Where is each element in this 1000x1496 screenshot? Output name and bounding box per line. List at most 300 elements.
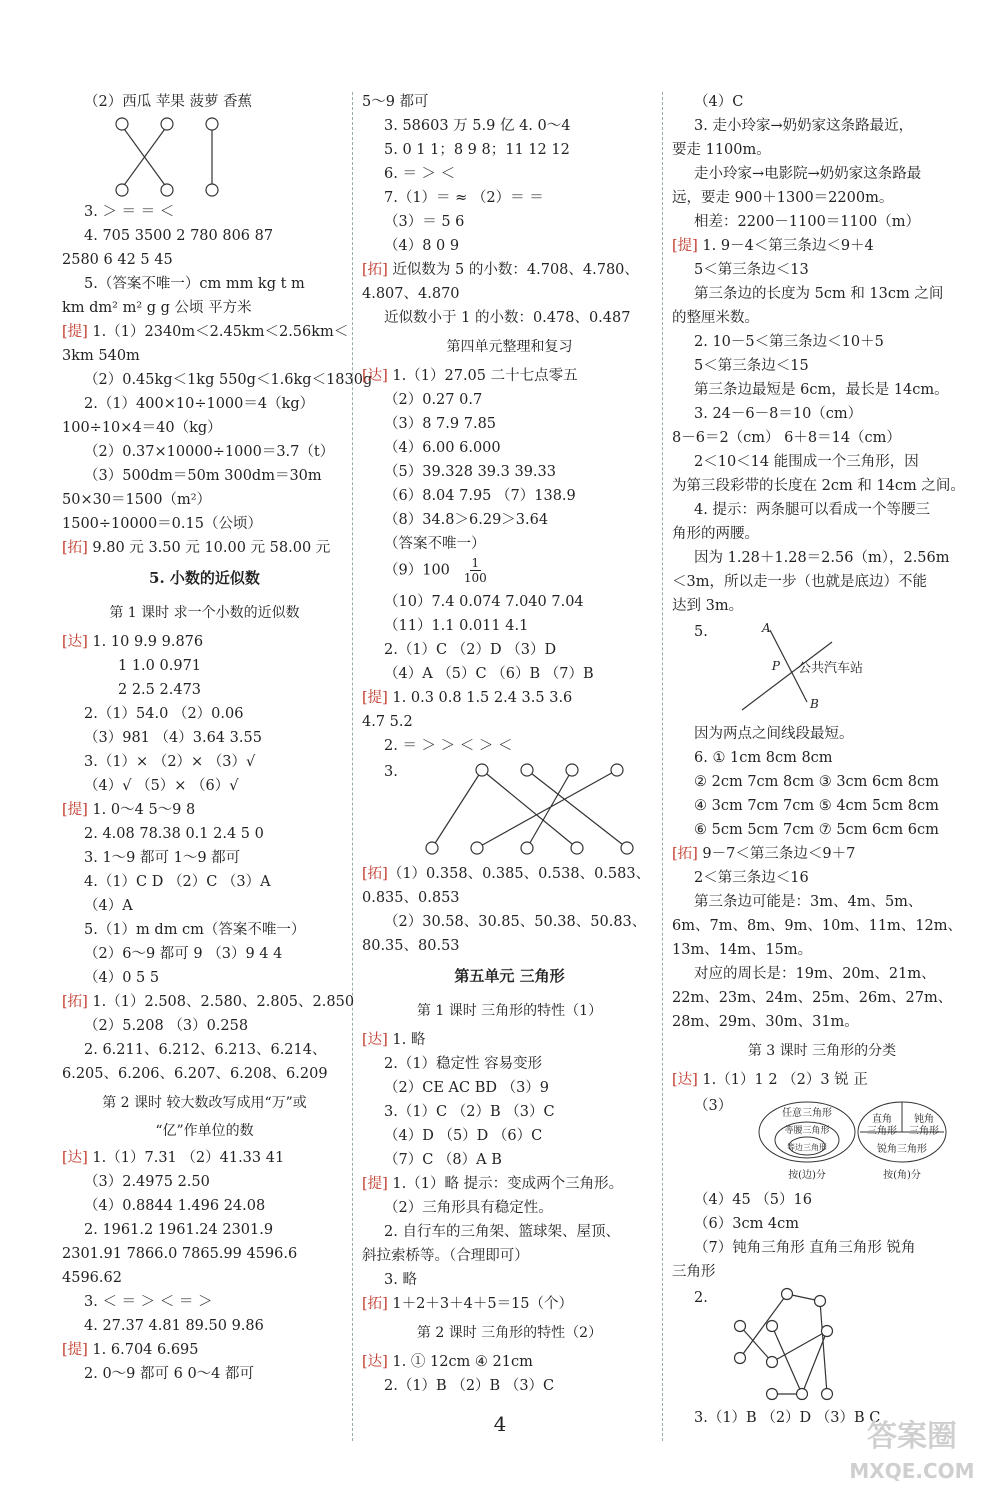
answer-text: 3.（1）× （2）× （3）√ bbox=[84, 754, 256, 770]
answer-line bbox=[62, 870, 347, 894]
answer-line bbox=[62, 1218, 347, 1242]
answer-line bbox=[362, 412, 657, 436]
answer-line bbox=[672, 1260, 972, 1284]
category-tag: [达] bbox=[672, 1072, 698, 1088]
lesson-heading: 第 2 课时 较大数改写成用“万”或 bbox=[102, 1095, 307, 1111]
match-dot bbox=[822, 1326, 833, 1337]
answer-line bbox=[672, 450, 972, 474]
svg-text:MXQE.COM: MXQE.COM bbox=[849, 1459, 975, 1483]
answer-text: （2）0.27 0.7 bbox=[384, 392, 483, 408]
answer-line bbox=[672, 186, 972, 210]
answer-text: 3. ＞ ＝ ＝ ＜ bbox=[84, 204, 175, 220]
answer-line bbox=[362, 388, 657, 412]
category-tag: [达] bbox=[362, 368, 388, 384]
answer-line bbox=[362, 638, 657, 662]
answer-text: （2）5.208 （3）0.258 bbox=[84, 1018, 249, 1034]
answer-text: （4）C bbox=[694, 94, 744, 110]
answer-line bbox=[672, 938, 972, 962]
answer-line bbox=[62, 990, 355, 1014]
answer-line bbox=[62, 774, 347, 798]
answer-line bbox=[362, 710, 657, 734]
lesson-heading: 第 3 课时 三角形的分类 bbox=[747, 1043, 897, 1059]
answer-line bbox=[672, 1212, 972, 1236]
answer-line bbox=[672, 1236, 972, 1260]
answer-text: 4. 提示：两条腿可以看成一个等腰三 bbox=[694, 502, 930, 518]
answer-line bbox=[62, 1314, 347, 1338]
answer-line bbox=[62, 726, 347, 750]
connector-line bbox=[482, 770, 577, 848]
answer-text: （4）45 （5）16 bbox=[694, 1192, 812, 1208]
figure-label: 公共汽车站 bbox=[798, 661, 864, 676]
answer-line bbox=[62, 894, 347, 918]
answer-line bbox=[672, 162, 972, 186]
question-number: 3. bbox=[384, 764, 398, 780]
match-dot bbox=[611, 764, 623, 776]
answer-text: 5＜第三条边＜15 bbox=[694, 358, 809, 374]
answer-text: 3. ＜ ＝ ＞ ＜ ＝ ＞ bbox=[84, 1294, 213, 1310]
answer-text: （1）0.358、0.385、0.538、0.583、 bbox=[387, 866, 651, 882]
answer-line bbox=[672, 890, 972, 914]
answer-line bbox=[62, 488, 347, 512]
answer-line bbox=[672, 258, 972, 282]
answer-text: 1.（1）27.05 二十七点零五 bbox=[387, 368, 578, 384]
answer-text: 13m、14m、15m。 bbox=[672, 942, 813, 958]
answer-line bbox=[672, 282, 972, 306]
answer-line bbox=[672, 330, 972, 354]
category-tag: [提] bbox=[362, 1176, 388, 1192]
answer-text: 0.835、0.853 bbox=[362, 890, 460, 906]
answer-line bbox=[62, 630, 347, 654]
answer-line bbox=[362, 364, 657, 388]
answer-line bbox=[62, 392, 347, 416]
answer-text: 2. 10－5＜第三条边＜10＋5 bbox=[694, 334, 884, 350]
answer-text: （7）钝角三角形 直角三角形 锐角 bbox=[694, 1240, 916, 1256]
answer-text: 3. 24－6－8＝10（cm） bbox=[694, 406, 863, 422]
answer-line bbox=[62, 702, 347, 726]
answer-text: （4）8 0 9 bbox=[384, 238, 460, 254]
answer-line bbox=[62, 272, 347, 296]
answer-text: 3.（1）B （2）D （3）B C bbox=[694, 1410, 881, 1426]
connector-line bbox=[772, 1331, 827, 1362]
answer-line bbox=[62, 440, 347, 464]
answer-text: 7.（1）＝ ≈ （2）＝ ＝ bbox=[384, 190, 544, 206]
answer-line bbox=[362, 138, 657, 162]
answer-line bbox=[362, 1052, 657, 1076]
answer-line bbox=[62, 678, 347, 702]
match-dot bbox=[471, 842, 483, 854]
category-tag: [提] bbox=[362, 690, 388, 706]
answer-text: 斜拉索桥等。（合理即可） bbox=[362, 1248, 529, 1264]
answer-line bbox=[672, 378, 972, 402]
category-tag: [达] bbox=[62, 634, 88, 650]
answer-line bbox=[62, 1146, 347, 1170]
answer-line bbox=[672, 594, 972, 618]
match-dot bbox=[206, 184, 218, 196]
answer-text: 6.205、6.206、6.207、6.208、6.209 bbox=[62, 1066, 328, 1082]
answer-line bbox=[62, 344, 347, 368]
answer-text: （9）100 bbox=[384, 562, 450, 579]
answer-line bbox=[672, 818, 972, 842]
answer-line bbox=[362, 556, 657, 590]
figure-label: 等边三角形 bbox=[787, 1143, 827, 1152]
answer-line bbox=[62, 966, 347, 990]
answer-line bbox=[672, 90, 972, 114]
page-number: 4 bbox=[493, 1412, 507, 1436]
answer-text: 1. 9－4＜第三条边＜9＋4 bbox=[697, 238, 874, 254]
answer-text: 5.（答案不唯一）cm mm kg t m bbox=[84, 276, 305, 292]
answer-text: 9.80 元 3.50 元 10.00 元 58.00 元 bbox=[87, 540, 331, 556]
matching-diagram bbox=[62, 116, 347, 198]
match-dot bbox=[735, 1353, 746, 1364]
answer-text: （4）6.00 6.000 bbox=[384, 440, 501, 456]
match-dot bbox=[815, 1296, 826, 1307]
answer-text: 2. 6.211、6.212、6.213、6.214、 bbox=[84, 1042, 327, 1058]
matching-diagram bbox=[672, 1286, 972, 1404]
answer-text: 2.（1）C （2）D （3）D bbox=[384, 642, 557, 658]
answer-text: （2）6～9 都可 9 （3）9 4 4 bbox=[84, 946, 283, 962]
answer-text: （4）0 5 5 bbox=[84, 970, 160, 986]
answer-line bbox=[362, 306, 657, 330]
answer-text: （2）30.58、30.85、50.38、50.83、 bbox=[384, 914, 647, 930]
answer-line bbox=[62, 1038, 347, 1062]
answer-text: （11）1.1 0.011 4.1 bbox=[384, 618, 529, 634]
lesson-heading: 第 2 课时 三角形的特性（2） bbox=[416, 1325, 603, 1341]
answer-line bbox=[672, 1068, 972, 1092]
answer-text: 3km 540m bbox=[62, 348, 140, 364]
answer-line bbox=[362, 1124, 657, 1148]
answer-text: 2.（1）稳定性 容易变形 bbox=[384, 1056, 543, 1072]
answer-line bbox=[362, 662, 657, 686]
answer-line bbox=[62, 654, 347, 678]
match-dot bbox=[521, 842, 533, 854]
answer-line bbox=[362, 1292, 657, 1316]
answer-line bbox=[62, 798, 347, 822]
matching-diagram bbox=[362, 760, 657, 860]
answer-text: 3. 1～9 都可 1～9 都可 bbox=[84, 850, 241, 866]
question-number: 5. bbox=[694, 624, 708, 640]
answer-text: 80.35、80.53 bbox=[362, 938, 460, 954]
answer-text: 走小玲家→电影院→奶奶家这条路最 bbox=[694, 166, 922, 182]
column-divider bbox=[352, 92, 353, 1441]
match-dot bbox=[426, 842, 438, 854]
match-dot bbox=[206, 118, 218, 130]
answer-text: 1. ① 12cm ④ 21cm bbox=[387, 1354, 533, 1370]
match-dot bbox=[476, 764, 488, 776]
answer-line bbox=[62, 416, 347, 440]
answer-line bbox=[672, 522, 972, 546]
answer-line bbox=[672, 794, 972, 818]
answer-line bbox=[362, 910, 657, 934]
match-dot bbox=[735, 1321, 746, 1332]
answer-text: 为第三段彩带的长度在 2cm 和 14cm 之间。 bbox=[672, 478, 965, 494]
figure-label: 任意三角形 bbox=[782, 1108, 832, 1119]
answer-line bbox=[362, 1076, 657, 1100]
figure-label: A bbox=[762, 621, 771, 635]
answer-text: （3）2.4975 2.50 bbox=[84, 1174, 210, 1190]
answer-text: km dm² m² g g 公顷 平方米 bbox=[62, 300, 252, 316]
answer-text: 1.（1）1 2 （2）3 锐 正 bbox=[697, 1072, 868, 1088]
answer-text: （3）500dm＝50m 300dm＝30m bbox=[84, 468, 322, 484]
answer-line bbox=[62, 1014, 347, 1038]
fraction-denominator: 100 bbox=[463, 571, 487, 585]
answer-text: （6）8.04 7.95 （7）138.9 bbox=[384, 488, 576, 504]
answer-line bbox=[362, 590, 657, 614]
category-tag: [拓] bbox=[672, 846, 698, 862]
answer-text: （5）39.328 39.3 39.33 bbox=[384, 464, 556, 480]
answer-text: 因为两点之间线段最短。 bbox=[694, 726, 854, 742]
answer-line bbox=[672, 570, 972, 594]
answer-line bbox=[362, 1148, 657, 1172]
answer-line bbox=[362, 1374, 657, 1398]
fraction bbox=[464, 556, 487, 585]
figure-label: 三角形 bbox=[909, 1126, 939, 1137]
connector-line bbox=[527, 770, 572, 848]
answer-line bbox=[62, 822, 347, 846]
answer-line bbox=[672, 234, 972, 258]
answer-line bbox=[672, 114, 972, 138]
answer-line bbox=[362, 234, 657, 258]
category-tag: [提] bbox=[62, 324, 88, 340]
answer-line bbox=[672, 1010, 972, 1034]
answer-text: 1. 6.704 6.695 bbox=[87, 1342, 199, 1358]
answer-text: （10）7.4 0.074 7.040 7.04 bbox=[384, 594, 584, 610]
answer-text: 2.（1）54.0 （2）0.06 bbox=[84, 706, 244, 722]
answer-text: 1＋2＋3＋4＋5＝15（个） bbox=[387, 1296, 574, 1312]
answer-line bbox=[672, 306, 972, 330]
answer-line bbox=[362, 114, 657, 138]
answer-text: ② 2cm 7cm 8cm ③ 3cm 6cm 8cm bbox=[694, 774, 939, 790]
match-dot bbox=[621, 842, 633, 854]
answer-text: （2）西瓜 苹果 菠萝 香蕉 bbox=[84, 94, 253, 110]
answer-line bbox=[62, 536, 347, 560]
answer-line bbox=[362, 436, 657, 460]
answer-text: 第三条边最短是 6cm，最长是 14cm。 bbox=[694, 382, 949, 398]
section-heading: 5. 小数的近似数 bbox=[149, 569, 260, 587]
answer-column-right bbox=[672, 90, 972, 1430]
answer-line bbox=[362, 1196, 657, 1220]
answer-line bbox=[362, 1172, 657, 1196]
answer-line bbox=[362, 1220, 657, 1244]
answer-text: 4.（1）C D （2）C （3）A bbox=[84, 874, 271, 890]
answer-line bbox=[62, 1194, 347, 1218]
answer-line bbox=[362, 282, 657, 306]
answer-text: 达到 3m。 bbox=[672, 598, 744, 614]
answer-text: 8－6＝2（cm） 6＋8＝14（cm） bbox=[672, 430, 901, 446]
answer-text: 1.（1）2.508、2.580、2.805、2.850 bbox=[87, 994, 355, 1010]
answer-text: 角形的两腰。 bbox=[672, 526, 759, 542]
answer-text: 的整厘米数。 bbox=[672, 310, 759, 326]
answer-line bbox=[672, 498, 972, 522]
answer-text: 4. 705 3500 2 780 806 87 bbox=[84, 228, 274, 244]
answer-text: 1. 0～4 5～9 8 bbox=[87, 802, 196, 818]
answer-text: 1 1.0 0.971 bbox=[118, 658, 202, 674]
answer-line bbox=[362, 460, 657, 484]
answer-line bbox=[672, 210, 972, 234]
answer-text: 3. 走小玲家→奶奶家这条路最近， bbox=[694, 118, 914, 134]
answer-text: 2301.91 7866.0 7865.99 4596.6 bbox=[62, 1246, 298, 1262]
question-number: 2. bbox=[694, 1290, 708, 1306]
answer-text: 6. ＝ ＞ ＜ bbox=[384, 166, 456, 182]
category-tag: [达] bbox=[62, 1150, 88, 1166]
answer-text: 2. 自行车的三角架、篮球架、屋顶、 bbox=[384, 1224, 620, 1240]
answer-text: 对应的周长是：19m、20m、21m、 bbox=[694, 966, 936, 982]
answer-line bbox=[672, 746, 972, 770]
answer-text: 3. 略 bbox=[384, 1272, 417, 1288]
answer-text: 1. 10 9.9 9.876 bbox=[87, 634, 204, 650]
figure-label: P bbox=[771, 659, 780, 673]
lesson-heading: 第 1 课时 三角形的特性（1） bbox=[416, 1003, 603, 1019]
answer-text: （3）8 7.9 7.85 bbox=[384, 416, 497, 432]
answer-line bbox=[672, 546, 972, 570]
match-dot bbox=[571, 842, 583, 854]
question-number: （3） bbox=[694, 1098, 733, 1114]
answer-text: 相差：2200－1100＝1100（m） bbox=[694, 214, 920, 230]
answer-line bbox=[672, 426, 972, 450]
answer-line bbox=[62, 750, 347, 774]
triangle-classification-diagram bbox=[672, 1094, 972, 1186]
answer-text: 6. ① 1cm 8cm 8cm bbox=[694, 750, 833, 766]
category-tag: [提] bbox=[62, 1342, 88, 1358]
answer-text: 三角形 bbox=[672, 1264, 716, 1280]
answer-line bbox=[362, 686, 657, 710]
answer-text: 6m、7m、8m、9m、10m、11m、12m、 bbox=[672, 918, 962, 934]
answer-line bbox=[362, 258, 657, 282]
connector-line bbox=[432, 770, 482, 848]
answer-line bbox=[62, 320, 347, 344]
answer-line bbox=[672, 770, 972, 794]
answer-text: 近似数小于 1 的小数：0.478、0.487 bbox=[384, 310, 631, 326]
answer-line bbox=[62, 1242, 347, 1266]
answer-text: （2）0.37×10000÷1000＝3.7（t） bbox=[84, 444, 335, 460]
match-dot bbox=[566, 764, 578, 776]
answer-text: ④ 3cm 7cm 7cm ⑤ 4cm 5cm 8cm bbox=[694, 798, 939, 814]
answer-line bbox=[62, 200, 347, 224]
answer-text: 2580 6 42 5 45 bbox=[62, 252, 173, 268]
answer-line bbox=[362, 162, 657, 186]
answer-line bbox=[62, 1290, 347, 1314]
figure-label: 锐角三角形 bbox=[877, 1144, 927, 1155]
match-dot bbox=[767, 1357, 778, 1368]
watermark-logo bbox=[842, 1408, 982, 1486]
answer-line bbox=[362, 1268, 657, 1292]
answer-text: 1. 略 bbox=[387, 1032, 426, 1048]
answer-text: （8）34.8＞6.29＞3.64 bbox=[384, 512, 549, 528]
answer-text: 5＜第三条边＜13 bbox=[694, 262, 809, 278]
answer-line bbox=[362, 210, 657, 234]
answer-text: 28m、29m、30m、31m。 bbox=[672, 1014, 859, 1030]
answer-line bbox=[672, 866, 972, 890]
answer-line bbox=[672, 402, 972, 426]
answer-line bbox=[672, 722, 972, 746]
answer-text: 5～9 都可 bbox=[362, 94, 429, 110]
answer-text: ＜3m，所以走一步（也就是底边）不能 bbox=[672, 574, 927, 590]
answer-text: 2＜第三条边＜16 bbox=[694, 870, 809, 886]
lesson-heading: 第四单元整理和复习 bbox=[446, 339, 573, 355]
answer-text: （2）三角形具有稳定性。 bbox=[384, 1200, 553, 1216]
answer-line bbox=[62, 512, 347, 536]
match-dot bbox=[521, 764, 533, 776]
answer-text: 远，要走 900＋1300＝2200m。 bbox=[672, 190, 894, 206]
answer-text: 因为 1.28＋1.28＝2.56（m），2.56m bbox=[694, 550, 950, 566]
answer-line bbox=[672, 962, 972, 986]
category-tag: [拓] bbox=[62, 540, 88, 556]
answer-line bbox=[362, 862, 657, 886]
match-dot bbox=[782, 1289, 793, 1300]
answer-line bbox=[62, 1170, 347, 1194]
match-dot bbox=[767, 1321, 778, 1332]
answer-text: 4.807、4.870 bbox=[362, 286, 460, 302]
answer-text: （3）＝ 5 6 bbox=[384, 214, 465, 230]
category-tag: [达] bbox=[362, 1032, 388, 1048]
category-tag: [达] bbox=[362, 1354, 388, 1370]
connector-line bbox=[527, 770, 627, 848]
answer-text: （6）3cm 4cm bbox=[694, 1216, 800, 1232]
match-dot bbox=[767, 1389, 778, 1400]
fraction-numerator: 1 bbox=[471, 556, 480, 570]
answer-line bbox=[62, 368, 373, 392]
figure-label: 三角形 bbox=[867, 1126, 897, 1137]
answer-line bbox=[62, 464, 347, 488]
match-dot bbox=[161, 118, 173, 130]
figure-label: 直角 bbox=[872, 1114, 892, 1125]
answer-line bbox=[62, 90, 347, 114]
answer-line bbox=[62, 248, 347, 272]
answer-line bbox=[362, 508, 657, 532]
answer-text: （4）√ （5）× （6）√ bbox=[84, 778, 239, 794]
answer-text: （3）981 （4）3.64 3.55 bbox=[84, 730, 262, 746]
answer-text: 1. 0.3 0.8 1.5 2.4 3.5 3.6 bbox=[387, 690, 573, 706]
answer-line bbox=[62, 1338, 347, 1362]
answer-line bbox=[62, 224, 347, 248]
answer-text: 要走 1100m。 bbox=[672, 142, 771, 158]
answer-text: 第三条边的长度为 5cm 和 13cm 之间 bbox=[694, 286, 944, 302]
answer-text: 5.（1）m dm cm（答案不唯一） bbox=[84, 922, 306, 938]
answer-text: 2.（1）400×10÷1000＝4（kg） bbox=[84, 396, 315, 412]
answer-line bbox=[672, 842, 972, 866]
answer-text: 22m、23m、24m、25m、26m、27m、 bbox=[672, 990, 953, 1006]
answer-text: 4.7 5.2 bbox=[362, 714, 413, 730]
answer-text: 9－7＜第三条边＜9＋7 bbox=[697, 846, 856, 862]
answer-text: 3. 58603 万 5.9 亿 4. 0～4 bbox=[384, 118, 571, 134]
category-tag: [拓] bbox=[362, 1296, 388, 1312]
answer-line bbox=[62, 846, 347, 870]
column-divider bbox=[662, 92, 663, 1441]
figure-label: 钝角 bbox=[914, 1114, 934, 1125]
bus-stop-diagram bbox=[672, 620, 972, 720]
answer-text: 1.（1）7.31 （2）41.33 41 bbox=[87, 1150, 285, 1166]
answer-line bbox=[62, 1266, 347, 1290]
answer-text: （7）C （8）A B bbox=[384, 1152, 502, 1168]
answer-line bbox=[62, 1062, 347, 1086]
answer-text: （4）D （5）D （6）C bbox=[384, 1128, 543, 1144]
match-dot bbox=[116, 184, 128, 196]
answer-text: （4）A bbox=[84, 898, 133, 914]
answer-text: 4. 27.37 4.81 89.50 9.86 bbox=[84, 1318, 264, 1334]
answer-line bbox=[62, 296, 347, 320]
answer-line bbox=[362, 90, 657, 114]
answer-line bbox=[362, 1350, 657, 1374]
answer-text: 2＜10＜14 能围成一个三角形，因 bbox=[694, 454, 919, 470]
answer-line bbox=[672, 354, 972, 378]
lesson-heading: “亿”作单位的数 bbox=[155, 1123, 254, 1139]
answer-text: 50×30＝1500（m²） bbox=[62, 492, 212, 508]
category-tag: [拓] bbox=[362, 262, 388, 278]
answer-line bbox=[672, 138, 972, 162]
answer-line bbox=[362, 734, 657, 758]
lesson-heading: 第 1 课时 求一个小数的近似数 bbox=[109, 605, 300, 621]
answer-text: 3.（1）C （2）B （3）C bbox=[384, 1104, 555, 1120]
match-dot bbox=[116, 118, 128, 130]
